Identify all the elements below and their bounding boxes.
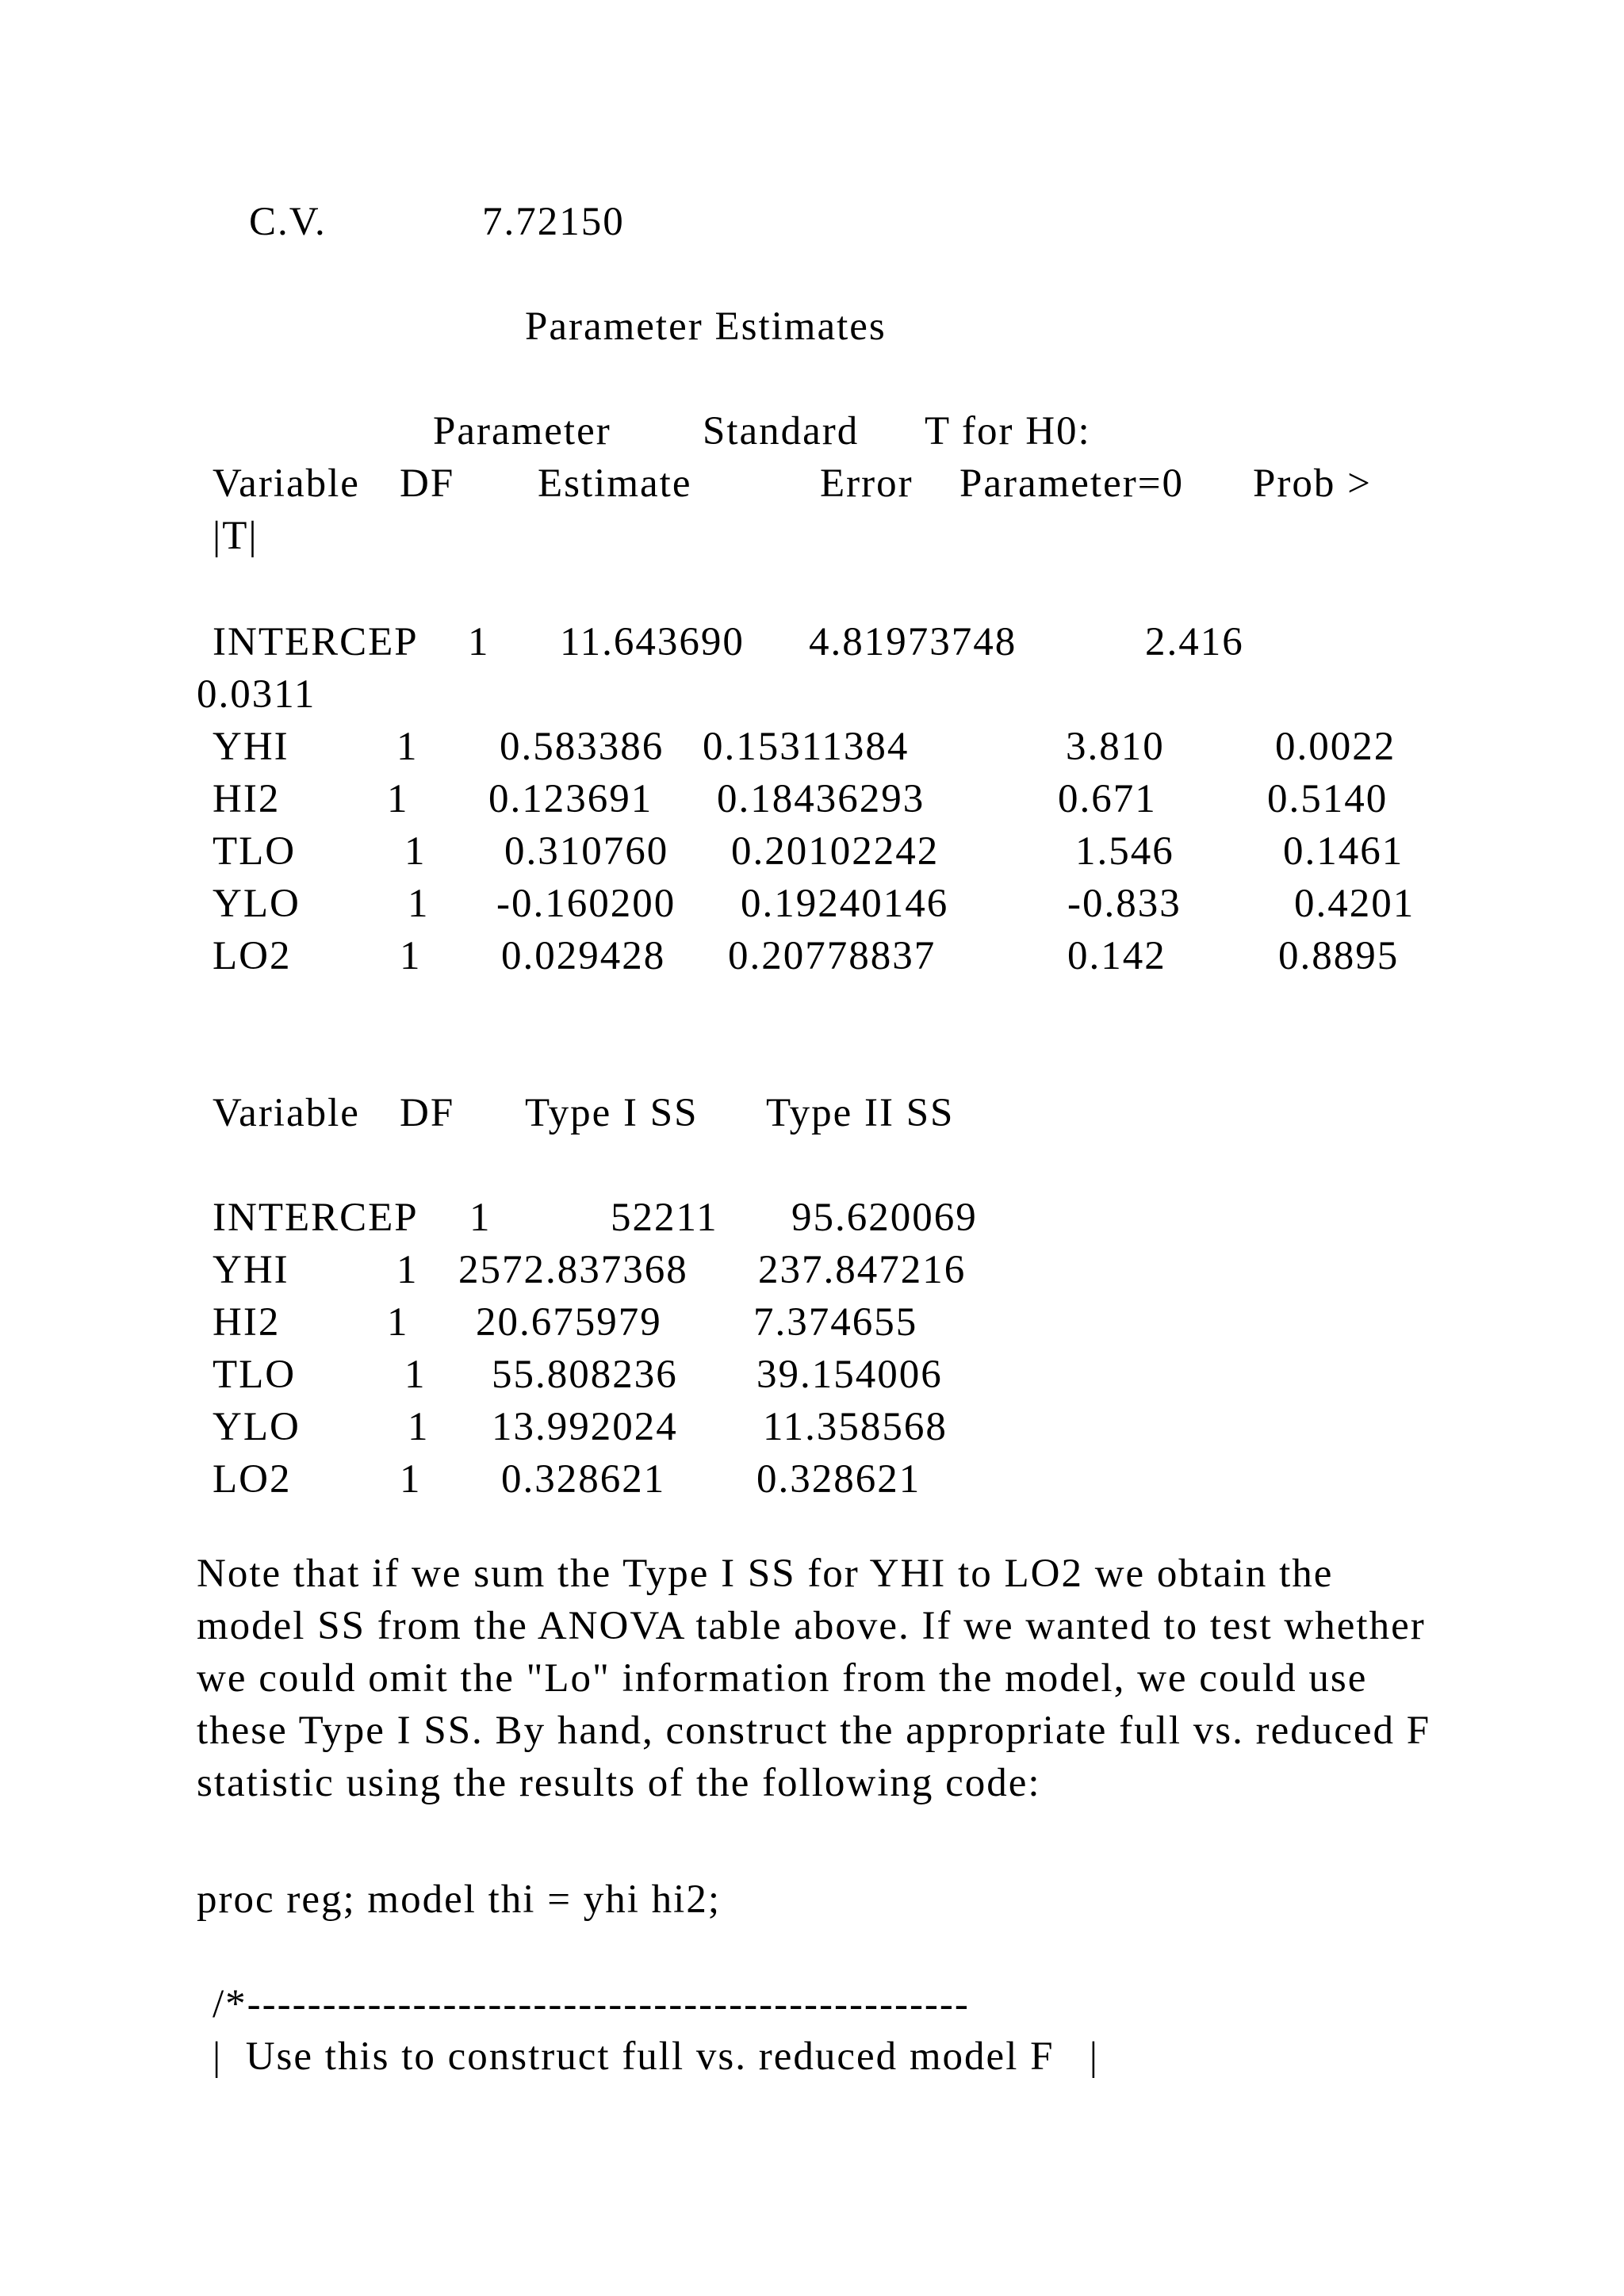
header-parameter: Parameter — [433, 409, 611, 453]
header-error: Error — [820, 461, 914, 506]
ss-type2: 11.358568 — [763, 1405, 948, 1449]
ss-type1: 52211 — [611, 1196, 718, 1240]
ss-header-df: DF — [400, 1091, 455, 1135]
param-df: 1 — [408, 882, 430, 926]
header-estimate: Estimate — [538, 461, 692, 506]
param-std-error: 0.20102242 — [731, 829, 940, 874]
note-paragraph: Note that if we sum the Type I SS for YHI to LO2 we obtain the model SS from the ANOVA table above. If we wanted to test whether we could omit the "Lo" information from the model, we could use these Type I SS. By hand, construct the appropriate full vs. reduced F statistic using the results of the following code: — [197, 1552, 1431, 1805]
ss-type1: 13.992024 — [492, 1405, 678, 1449]
header-prob: Prob > — [1253, 461, 1372, 506]
ss-var: INTERCEP — [213, 1196, 419, 1240]
param-prob: 0.0311 — [197, 672, 316, 717]
param-var: YLO — [213, 882, 301, 926]
param-t-value: -0.833 — [1067, 882, 1182, 926]
param-prob: 0.5140 — [1267, 777, 1388, 821]
ss-df: 1 — [469, 1196, 492, 1240]
param-estimate: -0.160200 — [496, 882, 676, 926]
param-df: 1 — [400, 934, 422, 978]
ss-df: 1 — [387, 1300, 409, 1345]
ss-type1: 2572.837368 — [458, 1248, 688, 1292]
header-variable: Variable — [213, 461, 360, 506]
param-t-value: 0.142 — [1067, 934, 1166, 978]
param-t-value: 2.416 — [1145, 620, 1244, 664]
param-std-error: 0.18436293 — [717, 777, 925, 821]
ss-var: LO2 — [213, 1457, 292, 1502]
cv-label: C.V. — [249, 200, 327, 244]
ss-df: 1 — [400, 1457, 422, 1502]
param-var: HI2 — [213, 777, 281, 821]
header-standard: Standard — [703, 409, 860, 453]
param-estimate: 0.583386 — [500, 725, 665, 769]
param-df: 1 — [396, 725, 419, 769]
param-t-value: 0.671 — [1058, 777, 1157, 821]
code-line: proc reg; model thi = yhi hi2; — [197, 1877, 721, 1922]
ss-header-variable: Variable — [213, 1091, 360, 1135]
param-prob: 0.4201 — [1294, 882, 1415, 926]
comment-text-line: | Use this to construct full vs. reduced model F | — [213, 2034, 1099, 2079]
param-t-value: 3.810 — [1066, 725, 1165, 769]
ss-var: TLO — [213, 1353, 297, 1397]
param-estimate: 11.643690 — [560, 620, 745, 664]
param-var: TLO — [213, 829, 297, 874]
param-var: INTERCEP — [213, 620, 419, 664]
ss-df: 1 — [404, 1353, 427, 1397]
ss-type2: 0.328621 — [756, 1457, 921, 1502]
param-prob: 0.0022 — [1275, 725, 1396, 769]
ss-type1: 20.675979 — [476, 1300, 662, 1345]
ss-df: 1 — [396, 1248, 419, 1292]
param-prob: 0.8895 — [1278, 934, 1400, 978]
comment-open-line: /*------------------------------------------------ — [213, 1982, 970, 2026]
ss-type2: 95.620069 — [791, 1196, 978, 1240]
param-estimates-title: Parameter Estimates — [525, 304, 887, 349]
param-std-error: 0.19240146 — [741, 882, 949, 926]
param-t-value: 1.546 — [1075, 829, 1174, 874]
param-var: LO2 — [213, 934, 292, 978]
param-estimate: 0.123691 — [488, 777, 653, 821]
param-var: YHI — [213, 725, 289, 769]
ss-type2: 39.154006 — [756, 1353, 943, 1397]
ss-header-type2: Type II SS — [766, 1091, 955, 1135]
param-df: 1 — [468, 620, 490, 664]
param-prob: 0.1461 — [1283, 829, 1404, 874]
header-abs-t: |T| — [213, 514, 259, 558]
param-std-error: 0.20778837 — [728, 934, 936, 978]
header-df: DF — [400, 461, 455, 506]
param-std-error: 4.81973748 — [809, 620, 1017, 664]
ss-df: 1 — [408, 1405, 430, 1449]
ss-header-type1: Type I SS — [525, 1091, 699, 1135]
param-estimate: 0.029428 — [501, 934, 666, 978]
header-parameter-eq-0: Parameter=0 — [959, 461, 1184, 506]
ss-var: YLO — [213, 1405, 301, 1449]
param-df: 1 — [387, 777, 409, 821]
header-t-for-h0: T for H0: — [925, 409, 1091, 453]
ss-type1: 0.328621 — [501, 1457, 666, 1502]
param-std-error: 0.15311384 — [703, 725, 910, 769]
cv-value: 7.72150 — [482, 200, 625, 244]
param-estimate: 0.310760 — [504, 829, 669, 874]
param-df: 1 — [404, 829, 427, 874]
ss-type2: 7.374655 — [753, 1300, 918, 1345]
ss-type1: 55.808236 — [492, 1353, 678, 1397]
ss-var: HI2 — [213, 1300, 281, 1345]
ss-var: YHI — [213, 1248, 289, 1292]
ss-type2: 237.847216 — [758, 1248, 967, 1292]
